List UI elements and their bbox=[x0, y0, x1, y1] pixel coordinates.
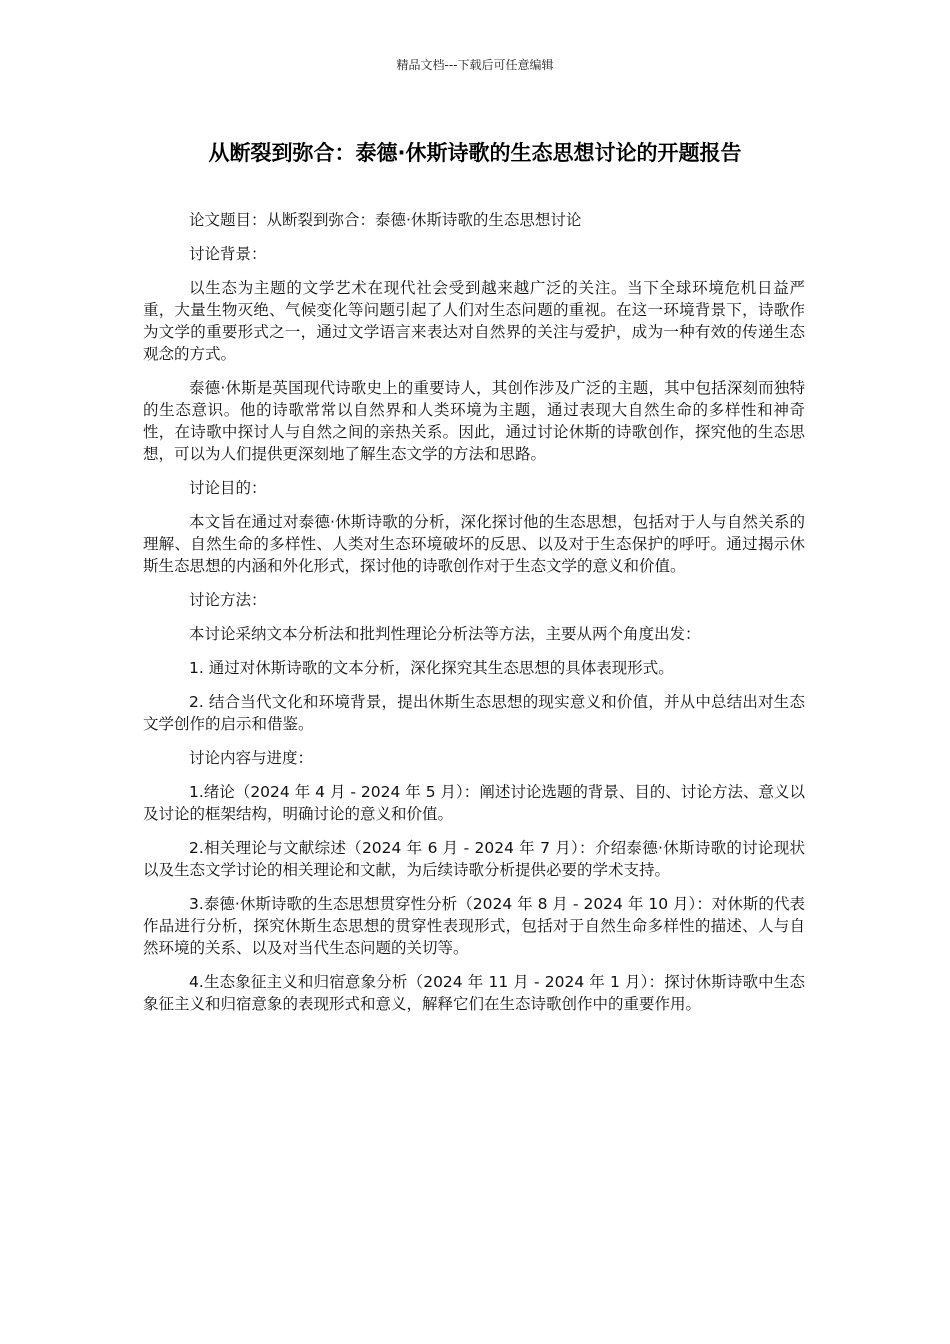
section-heading-purpose: 讨论目的： bbox=[189, 479, 267, 497]
purpose-paragraph: 本文旨在通过对泰德·休斯诗歌的分析，深化探讨他的生态思想，包括对于人与自然关系的理解、自然生命的多样性、人类对生态环境破坏的反思、以及对于生态保护的呼吁。通过揭示休斯生态思想的内涵和外化形式，探讨他的诗歌创作对于生态文学的意义和价值。 bbox=[143, 513, 805, 575]
progress-item-2: 2.相关理论与文献综述（2024 年 6 月 - 2024 年 7 月）：介绍泰德·休斯诗歌的讨论现状以及生态文学讨论的相关理论和文献，为后续诗歌分析提供必要的学术支持。 bbox=[143, 839, 805, 879]
thesis-topic-line: 论文题目：从断裂到弥合：泰德·休斯诗歌的生态思想讨论 bbox=[189, 211, 582, 229]
section-heading-method: 讨论方法： bbox=[189, 591, 267, 609]
document-title: 从断裂到弥合：泰德·休斯诗歌的生态思想讨论的开题报告 bbox=[208, 141, 742, 165]
progress-item-4: 4.生态象征主义和归宿意象分析（2024 年 11 月 - 2024 年 1 月）：探讨休斯诗歌中生态象征主义和归宿意象的表现形式和意义，解释它们在生态诗歌创作中的重要作用。 bbox=[143, 973, 805, 1013]
progress-item-1: 1.绪论（2024 年 4 月 - 2024 年 5 月）：阐述讨论选题的背景、目的、讨论方法、意义以及讨论的框架结构，明确讨论的意义和价值。 bbox=[143, 783, 805, 823]
background-paragraph-2: 泰德·休斯是英国现代诗歌史上的重要诗人，其创作涉及广泛的主题，其中包括深刻而独特的生态意识。他的诗歌常常以自然界和人类环境为主题，通过表现大自然生命的多样性和神奇性，在诗歌中探讨人与自然之间的亲热关系。因此，通过讨论休斯的诗歌创作，探究他的生态思想，可以为人们提供更深刻地了解生态文学的方法和思路。 bbox=[143, 379, 805, 463]
method-item-2: 2. 结合当代文化和环境背景，提出休斯生态思想的现实意义和价值，并从中总结出对生态文学创作的启示和借鉴。 bbox=[143, 693, 805, 733]
method-intro: 本讨论采纳文本分析法和批判性理论分析法等方法，主要从两个角度出发： bbox=[189, 625, 701, 643]
header-note: 精品文档---下载后可任意编辑 bbox=[396, 58, 554, 72]
method-item-1: 1. 通过对休斯诗歌的文本分析，深化探究其生态思想的具体表现形式。 bbox=[189, 659, 674, 677]
section-heading-background: 讨论背景： bbox=[189, 245, 267, 263]
background-paragraph-1: 以生态为主题的文学艺术在现代社会受到越来越广泛的关注。当下全球环境危机日益严重，大量生物灭绝、气候变化等问题引起了人们对生态问题的重视。在这一环境背景下，诗歌作为文学的重要形式之一，通过文学语言来表达对自然界的关注与爱护，成为一种有效的传递生态观念的方式。 bbox=[143, 279, 805, 363]
section-heading-content-progress: 讨论内容与进度： bbox=[189, 749, 314, 767]
progress-item-3: 3.泰德·休斯诗歌的生态思想贯穿性分析（2024 年 8 月 - 2024 年 10 月）：对休斯的代表作品进行分析，探究休斯生态思想的贯穿性表现形式，包括对于自然生命多样性的描述、人与自然环境的关系、以及对当代生态问题的关切等。 bbox=[143, 895, 805, 957]
document-body bbox=[143, 209, 805, 1027]
